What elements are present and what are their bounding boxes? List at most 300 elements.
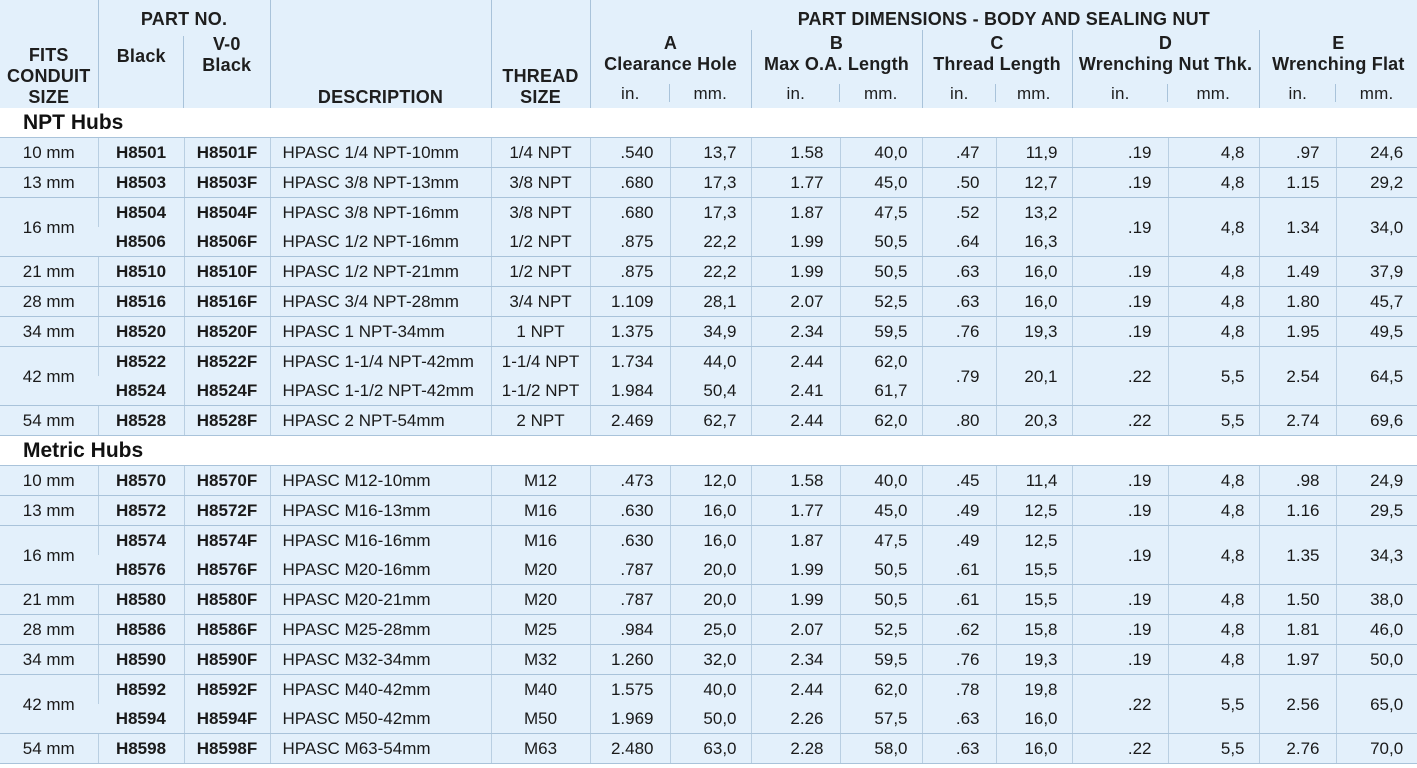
fits-conduit-size-cell: 42 mm [0, 347, 98, 406]
table-row [0, 675, 1417, 705]
dim-a-in: 1.260 [590, 645, 670, 675]
dim-e-in: 1.97 [1259, 645, 1336, 675]
dim-e-in: 1.15 [1259, 168, 1336, 198]
dim-name: Wrenching Flat [1272, 54, 1405, 74]
thread-size-cell: 3/4 NPT [491, 287, 590, 317]
dim-a-mm: 22,2 [670, 257, 751, 287]
v0-black-part-number: H8586F [184, 615, 270, 645]
thread-size-cell: M32 [491, 645, 590, 675]
dim-e-in: 1.16 [1259, 496, 1336, 526]
thread-size-cell: 1-1/4 NPT [491, 347, 590, 377]
unit-in-header: in. [922, 78, 996, 108]
fits-conduit-size-cell: 42 mm [0, 675, 98, 734]
description-cell: HPASC 3/8 NPT-16mm [270, 198, 491, 228]
dim-e-mm: 29,5 [1336, 496, 1417, 526]
description-cell: HPASC M20-21mm [270, 585, 491, 615]
dim-e-in: 1.80 [1259, 287, 1336, 317]
v0-black-part-number: H8592F [184, 675, 270, 705]
dim-e-in: 1.95 [1259, 317, 1336, 347]
dim-b-mm: 58,0 [840, 734, 922, 764]
section-title: NPT Hubs [0, 108, 1417, 138]
dim-c-in: .49 [922, 496, 996, 526]
dim-b-mm: 62,0 [840, 347, 922, 377]
dim-c-mm: 16,0 [996, 257, 1072, 287]
dim-b-mm: 47,5 [840, 526, 922, 556]
dim-c-header [922, 30, 1072, 78]
description-cell: HPASC 1/4 NPT-10mm [270, 138, 491, 168]
black-part-number: H8501 [98, 138, 184, 168]
dim-a-in: .875 [590, 227, 670, 257]
thread-size-cell: M20 [491, 585, 590, 615]
dim-a-mm: 20,0 [670, 585, 751, 615]
dim-name: Wrenching Nut Thk. [1078, 54, 1253, 74]
dim-b-in: 2.07 [751, 615, 840, 645]
black-part-number: H8503 [98, 168, 184, 198]
dim-b-in: 1.58 [751, 138, 840, 168]
dim-a-in: .630 [590, 496, 670, 526]
fits-conduit-size-cell: 21 mm [0, 585, 98, 615]
unit-mm-header: mm. [670, 78, 751, 108]
dim-c-in: .76 [922, 317, 996, 347]
part-dimensions-header: PART DIMENSIONS - BODY AND SEALING NUT [590, 0, 1417, 30]
dim-c-mm: 12,5 [996, 496, 1072, 526]
table-row [0, 138, 1417, 168]
dim-e-mm: 24,9 [1336, 466, 1417, 496]
table-body [0, 108, 1417, 764]
table-row [0, 287, 1417, 317]
table-row [0, 198, 1417, 228]
dim-d-mm: 4,8 [1168, 317, 1259, 347]
dim-c-in: .63 [922, 704, 996, 734]
dim-d-in: .19 [1072, 645, 1168, 675]
dim-d-in: .22 [1072, 734, 1168, 764]
dim-b-in: 2.34 [751, 645, 840, 675]
dim-b-in: 2.26 [751, 704, 840, 734]
dim-letter: E [1332, 33, 1345, 53]
dim-a-in: 1.984 [590, 376, 670, 406]
dim-a-mm: 13,7 [670, 138, 751, 168]
dim-c-mm: 11,9 [996, 138, 1072, 168]
table-row [0, 168, 1417, 198]
part-no-header: PART NO. [98, 0, 270, 30]
dim-c-in: .80 [922, 406, 996, 436]
v0-black-part-number: H8501F [184, 138, 270, 168]
black-part-number: H8504 [98, 198, 184, 228]
thread-size-header [491, 0, 590, 108]
dim-a-mm: 16,0 [670, 526, 751, 556]
dim-b-in: 1.58 [751, 466, 840, 496]
table-row [0, 496, 1417, 526]
fits-conduit-size-cell: 28 mm [0, 615, 98, 645]
dim-letter: C [990, 33, 1004, 53]
table-row [0, 526, 1417, 556]
dim-letter: B [829, 33, 844, 53]
thread-size-cell: M63 [491, 734, 590, 764]
black-part-number: H8506 [98, 227, 184, 257]
v0-black-part-number: H8522F [184, 347, 270, 377]
dim-b-in: 2.07 [751, 287, 840, 317]
dim-c-in: .63 [922, 734, 996, 764]
dim-d-mm: 4,8 [1168, 168, 1259, 198]
black-part-number: H8570 [98, 466, 184, 496]
v0-black-part-number: H8580F [184, 585, 270, 615]
dim-e-in: 2.76 [1259, 734, 1336, 764]
table-row [0, 347, 1417, 377]
dim-e-mm: 70,0 [1336, 734, 1417, 764]
dim-a-mm: 32,0 [670, 645, 751, 675]
description-cell: HPASC M25-28mm [270, 615, 491, 645]
dim-d-mm: 4,8 [1168, 466, 1259, 496]
v0-black-part-number: H8590F [184, 645, 270, 675]
dim-d-mm: 4,8 [1168, 496, 1259, 526]
dim-c-in: .47 [922, 138, 996, 168]
dim-a-mm: 63,0 [670, 734, 751, 764]
description-cell: HPASC 1/2 NPT-21mm [270, 257, 491, 287]
dim-b-in: 1.87 [751, 198, 840, 228]
dim-b-mm: 61,7 [840, 376, 922, 406]
description-cell: HPASC 1/2 NPT-16mm [270, 227, 491, 257]
black-part-number: H8572 [98, 496, 184, 526]
table-row [0, 615, 1417, 645]
dim-c-mm: 15,8 [996, 615, 1072, 645]
dim-e-mm: 46,0 [1336, 615, 1417, 645]
fits-conduit-size-cell: 16 mm [0, 198, 98, 257]
dim-b-mm: 52,5 [840, 615, 922, 645]
dim-e-mm: 24,6 [1336, 138, 1417, 168]
description-cell: HPASC M16-16mm [270, 526, 491, 556]
description-cell: HPASC 2 NPT-54mm [270, 406, 491, 436]
dim-a-in: .540 [590, 138, 670, 168]
dim-d-in: .19 [1072, 526, 1168, 585]
dim-e-in: 1.50 [1259, 585, 1336, 615]
thread-size-cell: 1/4 NPT [491, 138, 590, 168]
dim-e-in: 1.81 [1259, 615, 1336, 645]
dim-b-mm: 40,0 [840, 466, 922, 496]
dim-c-mm: 16,3 [996, 227, 1072, 257]
dim-d-in: .19 [1072, 168, 1168, 198]
table-row [0, 317, 1417, 347]
thread-size-cell: 1 NPT [491, 317, 590, 347]
black-part-number: H8586 [98, 615, 184, 645]
description-cell: HPASC 3/8 NPT-13mm [270, 168, 491, 198]
dim-c-in: .45 [922, 466, 996, 496]
thread-size-cell: M20 [491, 555, 590, 585]
dim-b-mm: 62,0 [840, 675, 922, 705]
thread-size-cell: 3/8 NPT [491, 168, 590, 198]
dim-c-mm: 16,0 [996, 704, 1072, 734]
black-part-number: H8516 [98, 287, 184, 317]
dim-e-mm: 49,5 [1336, 317, 1417, 347]
dim-c-in: .78 [922, 675, 996, 705]
dim-a-in: 1.969 [590, 704, 670, 734]
dim-e-in: 2.54 [1259, 347, 1336, 406]
unit-mm-header: mm. [840, 78, 922, 108]
dim-d-in: .19 [1072, 138, 1168, 168]
dim-e-in: 1.35 [1259, 526, 1336, 585]
v0-black-part-number: H8524F [184, 376, 270, 406]
dim-d-in: .22 [1072, 406, 1168, 436]
dim-a-mm: 17,3 [670, 198, 751, 228]
dim-d-in: .19 [1072, 496, 1168, 526]
dim-b-mm: 40,0 [840, 138, 922, 168]
dim-b-in: 1.99 [751, 585, 840, 615]
unit-mm-header: mm. [996, 78, 1072, 108]
dim-a-in: .680 [590, 198, 670, 228]
fits-conduit-size-cell: 10 mm [0, 466, 98, 496]
black-part-number: H8590 [98, 645, 184, 675]
fits-conduit-size-cell: 54 mm [0, 734, 98, 764]
dim-b-mm: 59,5 [840, 645, 922, 675]
dim-b-in: 2.44 [751, 406, 840, 436]
dim-b-mm: 59,5 [840, 317, 922, 347]
dim-d-in: .19 [1072, 466, 1168, 496]
dim-b-mm: 50,5 [840, 227, 922, 257]
dim-b-in: 2.44 [751, 347, 840, 377]
dim-name: Clearance Hole [604, 54, 737, 74]
dim-e-mm: 65,0 [1336, 675, 1417, 734]
dim-d-mm: 5,5 [1168, 675, 1259, 734]
black-part-number: H8528 [98, 406, 184, 436]
dim-a-in: .875 [590, 257, 670, 287]
dim-c-in: .63 [922, 257, 996, 287]
thread-size-cell: M12 [491, 466, 590, 496]
fits-header-line: FITS [28, 45, 69, 65]
dim-a-mm: 44,0 [670, 347, 751, 377]
v0-black-part-number: H8510F [184, 257, 270, 287]
dim-b-mm: 50,5 [840, 257, 922, 287]
dim-a-mm: 22,2 [670, 227, 751, 257]
dim-b-mm: 50,5 [840, 585, 922, 615]
v0-black-part-number: H8570F [184, 466, 270, 496]
dim-e-in: 2.56 [1259, 675, 1336, 734]
unit-in-header: in. [751, 78, 840, 108]
v0-black-part-header [184, 30, 270, 108]
dim-b-mm: 45,0 [840, 496, 922, 526]
dim-e-mm: 64,5 [1336, 347, 1417, 406]
dim-e-mm: 34,3 [1336, 526, 1417, 585]
dim-b-in: 1.87 [751, 526, 840, 556]
dim-a-mm: 16,0 [670, 496, 751, 526]
dim-a-mm: 28,1 [670, 287, 751, 317]
dim-c-mm: 12,5 [996, 526, 1072, 556]
thread-header-line: SIZE [520, 87, 561, 107]
dim-c-in: .79 [922, 347, 996, 406]
thread-size-cell: 3/8 NPT [491, 198, 590, 228]
dim-e-mm: 37,9 [1336, 257, 1417, 287]
description-cell: HPASC 1-1/4 NPT-42mm [270, 347, 491, 377]
unit-in-header: in. [1072, 78, 1168, 108]
unit-mm-header: mm. [1168, 78, 1259, 108]
fits-conduit-size-cell: 16 mm [0, 526, 98, 585]
thread-size-cell: M40 [491, 675, 590, 705]
table-row [0, 645, 1417, 675]
black-part-number: H8524 [98, 376, 184, 406]
table-row [0, 466, 1417, 496]
description-cell: HPASC 1-1/2 NPT-42mm [270, 376, 491, 406]
section-header-row [0, 436, 1417, 466]
dim-d-in: .19 [1072, 198, 1168, 257]
dim-e-mm: 50,0 [1336, 645, 1417, 675]
fits-header-line: SIZE [28, 87, 70, 107]
dim-b-in: 1.77 [751, 168, 840, 198]
dim-b-mm: 62,0 [840, 406, 922, 436]
table-row [0, 734, 1417, 764]
thread-size-cell: M16 [491, 496, 590, 526]
dim-d-in: .19 [1072, 257, 1168, 287]
dim-b-in: 2.41 [751, 376, 840, 406]
dim-c-in: .52 [922, 198, 996, 228]
dim-a-mm: 20,0 [670, 555, 751, 585]
dim-b-in: 1.99 [751, 555, 840, 585]
dim-a-in: 2.469 [590, 406, 670, 436]
dim-d-header [1072, 30, 1259, 78]
dim-a-header [590, 30, 751, 78]
thread-size-cell: 1/2 NPT [491, 227, 590, 257]
dim-c-mm: 15,5 [996, 585, 1072, 615]
dim-d-mm: 4,8 [1168, 645, 1259, 675]
dim-a-in: .787 [590, 585, 670, 615]
dim-c-mm: 19,8 [996, 675, 1072, 705]
description-cell: HPASC M12-10mm [270, 466, 491, 496]
dim-d-mm: 4,8 [1168, 138, 1259, 168]
dim-c-in: .63 [922, 287, 996, 317]
table-row [0, 585, 1417, 615]
dim-b-in: 2.34 [751, 317, 840, 347]
dim-c-in: .64 [922, 227, 996, 257]
dim-a-in: 2.480 [590, 734, 670, 764]
dim-c-mm: 19,3 [996, 317, 1072, 347]
dim-d-mm: 4,8 [1168, 615, 1259, 645]
description-cell: HPASC M16-13mm [270, 496, 491, 526]
v0-black-part-number: H8520F [184, 317, 270, 347]
thread-size-cell: M16 [491, 526, 590, 556]
thread-size-cell: 2 NPT [491, 406, 590, 436]
dim-e-in: 2.74 [1259, 406, 1336, 436]
dim-e-in: 1.34 [1259, 198, 1336, 257]
v0-black-part-number: H8516F [184, 287, 270, 317]
v0-header-line: Black [202, 55, 252, 75]
dim-e-in: .97 [1259, 138, 1336, 168]
dim-a-mm: 50,0 [670, 704, 751, 734]
section-title: Metric Hubs [0, 436, 1417, 466]
fits-conduit-size-cell: 34 mm [0, 645, 98, 675]
dim-c-in: .76 [922, 645, 996, 675]
unit-in-header: in. [1259, 78, 1336, 108]
dim-c-in: .61 [922, 585, 996, 615]
table-row [0, 257, 1417, 287]
black-part-header: Black [98, 30, 184, 108]
table-row [0, 406, 1417, 436]
description-cell: HPASC M40-42mm [270, 675, 491, 705]
dim-b-in: 1.99 [751, 257, 840, 287]
dim-b-in: 1.99 [751, 227, 840, 257]
thread-size-cell: M50 [491, 704, 590, 734]
v0-black-part-number: H8506F [184, 227, 270, 257]
dim-name: Max O.A. Length [764, 54, 910, 74]
dim-a-in: .473 [590, 466, 670, 496]
dim-e-mm: 69,6 [1336, 406, 1417, 436]
dim-c-mm: 16,0 [996, 287, 1072, 317]
dim-d-mm: 4,8 [1168, 526, 1259, 585]
dim-c-mm: 20,1 [996, 347, 1072, 406]
description-header: DESCRIPTION [270, 0, 491, 108]
v0-header-line: V-0 [212, 34, 241, 54]
dim-a-in: 1.734 [590, 347, 670, 377]
unit-in-header: in. [590, 78, 670, 108]
fits-conduit-size-cell: 54 mm [0, 406, 98, 436]
black-part-number: H8594 [98, 704, 184, 734]
dim-d-in: .19 [1072, 615, 1168, 645]
dim-b-mm: 45,0 [840, 168, 922, 198]
fits-conduit-size-cell: 21 mm [0, 257, 98, 287]
dim-e-mm: 34,0 [1336, 198, 1417, 257]
description-cell: HPASC 1 NPT-34mm [270, 317, 491, 347]
black-part-number: H8520 [98, 317, 184, 347]
description-cell: HPASC M32-34mm [270, 645, 491, 675]
dim-a-in: .984 [590, 615, 670, 645]
dim-c-in: .62 [922, 615, 996, 645]
dim-e-mm: 29,2 [1336, 168, 1417, 198]
v0-black-part-number: H8572F [184, 496, 270, 526]
v0-black-part-number: H8576F [184, 555, 270, 585]
dim-d-mm: 4,8 [1168, 287, 1259, 317]
dim-a-mm: 34,9 [670, 317, 751, 347]
dim-b-in: 2.44 [751, 675, 840, 705]
unit-mm-header: mm. [1336, 78, 1417, 108]
dim-c-mm: 11,4 [996, 466, 1072, 496]
dim-a-mm: 25,0 [670, 615, 751, 645]
dim-d-mm: 4,8 [1168, 257, 1259, 287]
v0-black-part-number: H8503F [184, 168, 270, 198]
description-cell: HPASC M50-42mm [270, 704, 491, 734]
thread-size-cell: 1-1/2 NPT [491, 376, 590, 406]
v0-black-part-number: H8574F [184, 526, 270, 556]
fits-header-line: CONDUIT [7, 66, 91, 86]
dim-e-header [1259, 30, 1417, 78]
dim-a-in: .630 [590, 526, 670, 556]
dim-a-in: 1.109 [590, 287, 670, 317]
dim-b-mm: 57,5 [840, 704, 922, 734]
dim-d-mm: 5,5 [1168, 347, 1259, 406]
dim-c-mm: 19,3 [996, 645, 1072, 675]
dim-e-in: .98 [1259, 466, 1336, 496]
description-cell: HPASC M63-54mm [270, 734, 491, 764]
dim-d-in: .22 [1072, 347, 1168, 406]
fits-conduit-size-cell: 34 mm [0, 317, 98, 347]
dim-letter: A [663, 33, 678, 53]
fits-conduit-size-cell: 13 mm [0, 168, 98, 198]
dim-a-in: .680 [590, 168, 670, 198]
black-part-number: H8580 [98, 585, 184, 615]
thread-header-line: THREAD [502, 66, 579, 86]
dim-c-mm: 12,7 [996, 168, 1072, 198]
black-part-number: H8598 [98, 734, 184, 764]
dim-c-mm: 15,5 [996, 555, 1072, 585]
v0-black-part-number: H8598F [184, 734, 270, 764]
dim-c-mm: 20,3 [996, 406, 1072, 436]
table-header [0, 0, 1417, 108]
dim-c-mm: 16,0 [996, 734, 1072, 764]
dim-c-in: .50 [922, 168, 996, 198]
dim-e-mm: 38,0 [1336, 585, 1417, 615]
dim-a-mm: 50,4 [670, 376, 751, 406]
v0-black-part-number: H8504F [184, 198, 270, 228]
dim-d-mm: 5,5 [1168, 406, 1259, 436]
dim-b-in: 1.77 [751, 496, 840, 526]
fits-conduit-size-cell: 10 mm [0, 138, 98, 168]
section-header-row [0, 108, 1417, 138]
dim-a-mm: 62,7 [670, 406, 751, 436]
